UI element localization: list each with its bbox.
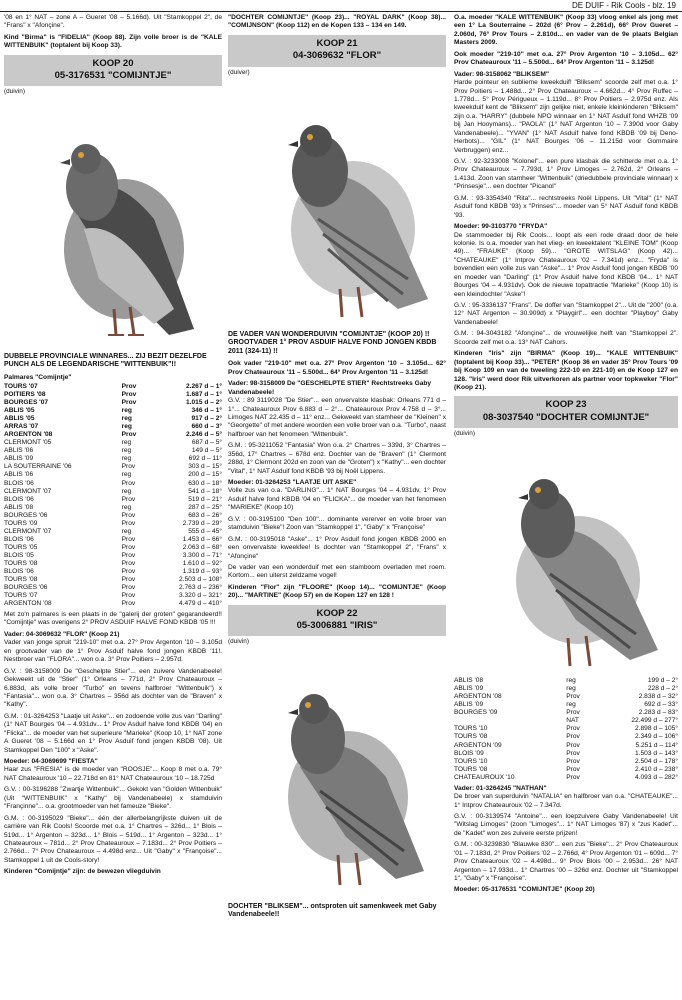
lot-22-box — [228, 605, 446, 637]
column-3 — [454, 14, 678, 1000]
palmares-race: TOURS '10 — [454, 725, 488, 733]
palmares-race: TOURS '08 — [454, 733, 488, 741]
col3-intro: O.a. moeder "KALE WITTENBUIK" (Koop 33) vloog enkel als jong met een 1° La Souterraine – 202d (6° Prov – 2.261d), 66° Prov Gueret – 2.060d, 76° Prov Tours – 2.810d... en vader van de 9e plaats Belgian Masters 2009. — [454, 14, 678, 47]
palmares-table-comijntje — [4, 383, 222, 608]
palmares-cat: Prov — [566, 773, 580, 781]
palmares-val: 200 d – 15° — [188, 471, 222, 479]
col3-moeder-text: De stammoeder bij Rik Cools... loopt als een rode draad door de hele kolonie. Is o.a. moeder van het vlieg- en kweektalent "KLEINE TOM" (Koop 49)... "FRAUKE" (Koop 59)... "GROTE WITSLAG" (Koop 42)... "CHATEAUKE" (1° Intprov Chateauroux '02 – 7.341d) enz... "Fryda" is bovendien een volle zus van "Aske"... 1° Prov Asduif fond jongen KBDB '00 en moeder van "Darling" (1° Prov Asduif halve fond KBDB '04... 1° NAT Bourges '04 – 4.931dv). Ook de nieuwe topattractie "Marieke" (Koop 10) is een kleindochter "Aske"! — [454, 231, 678, 298]
palmares-val: 2.739 d – 29° — [182, 519, 222, 527]
palmares-row — [4, 520, 222, 528]
col1-kind: Kind "Birma" is "FIDELIA" (Koop 88). Zijn volle broer is de "KALE WITTENBUIK" (toptalent bij Koop 33). — [4, 33, 222, 50]
palmares-cat: reg — [121, 527, 132, 535]
palmares-val: 630 d – 18° — [188, 479, 222, 487]
palmares-race: TOURS '09 — [4, 519, 38, 527]
palmares-row — [4, 391, 222, 399]
palmares-val: 2.349 d – 106° — [635, 733, 678, 741]
pigeon-photo-flor — [228, 79, 446, 329]
palmares-cat: Prov — [566, 757, 580, 765]
col3-gv1: G.V. : 92-3233008 "Kolonel"... een pure klasbak die schitterde met o.a. 1° Prov Chateauroux – 7.793d, 1° Prov Limoges – 2.762d, 2° Orleans – 1.413d. Zoon van stamheer "Wittenbuik" (driedubbele provinciale winnaar) x "Prinsesje"... een dochter "Picanol" — [454, 158, 678, 191]
palmares-cat: reg — [121, 415, 132, 423]
palmares-row — [454, 742, 678, 750]
palmares-race: ARGENTON '08 — [454, 693, 502, 701]
palmares-val: 2.504 d – 178° — [635, 757, 678, 765]
lot-23-ring: 08-3037540 "DOCHTER COMIJNTJE" — [482, 411, 650, 423]
palmares-row — [4, 407, 222, 415]
palmares-val: 2.898 d – 105° — [635, 725, 678, 733]
col2-moeder-text: Volle zus van o.a. "DARLING"... 1° NAT Bourges '04 – 4.931dv, 1° Prov Asduif halve fond KBDB '04 en "FLICKA"... de moeder van het fenomeen "MARIEKE" (Koop 10) — [228, 487, 446, 512]
palmares-val: 1.453 d – 66° — [182, 535, 222, 543]
palmares-race: TOURS '08 — [4, 575, 38, 583]
palmares-cat: Prov — [121, 583, 136, 591]
palmares-row — [4, 512, 222, 520]
col3-gm2: G.M. : 94-3043182 "Afonçine"... de vrouwelijke helft van "Stamkoppel 2". Scoorde zelf met o.a. 13° NAT Cahors. — [454, 330, 678, 346]
palmares-title: Palmares "Comijntje" — [4, 373, 72, 381]
lot-23-sex: (duivin) — [454, 430, 475, 438]
palmares-row — [4, 383, 222, 391]
palmares-val: 1.610 d – 92° — [182, 559, 222, 567]
palmares-race: BLOIS '05 — [4, 551, 34, 559]
palmares-val: 287 d – 25° — [188, 503, 222, 511]
col3-vader-head: Vader: 98-3158062 "BLIKSEM" — [454, 70, 549, 78]
col2-kinderen: Kinderen "Flor" zijn "FLOORE" (Koop 14)... "COMIJNTJE" (Koop 20)... "MARTINE" (Koop 57) en de Kopen 127 en 128 ! — [228, 583, 446, 600]
palmares-race: CHATEAUROUX '10 — [454, 773, 515, 781]
palmares-note: Met zo'n palmares is een plaats in de "galerij der groten" gegarandeerd!! "Comijntje" was overigens 2° PROV ASDUIF HALVE FOND KBDB '05 !!! — [4, 611, 222, 627]
col1-footer: Kinderen "Comijntje" zijn: de bewezen vliegduivin — [4, 868, 161, 876]
palmares-val: 149 d – 5° — [191, 447, 222, 455]
col2-closing: De vader van een wonderduif met een stamboom overladen met roem. Kortom... een uiterst zeldzame vogel! — [228, 563, 446, 580]
col3-gm1: G.M. : 93-3354340 "Rita"... rechtstreeks Noël Lippens. Uit "Vital" (1° NAT Asduif fond KBDB '93) x "Prinses"... moeder van 5° NAT Asduif fond KBDB '93. — [454, 194, 678, 219]
palmares-race: ABLIS '09 — [454, 701, 484, 709]
palmares-val: 303 d – 15° — [188, 463, 222, 471]
palmares-row — [454, 758, 678, 766]
page-header — [0, 0, 682, 12]
palmares-cat: reg — [121, 447, 132, 455]
palmares-row — [4, 439, 222, 447]
col1-gm2: G.M. : 00-3195029 "Bieke"... één der allerbelangrijkste duiven uit de carrière van Rik Cools! Scoorde met o.a. 1° Chartres – 326d... 1° Blois – 519d... 1° Argenton – 323d... 1° Blois – 519d... 1° Argenton – 323d... 1° Chateauroux – 781d... 2° Prov Chateauroux – 7.183d... 2° Prov Poitiers – 2.766d... 7° Prov Chateauroux – 4.498d enz... Uit "Gaby" x "Françoise"... Stamkoppel 1 uit de Cools-story! — [4, 814, 222, 864]
palmares-val: 5.251 d – 114° — [635, 741, 678, 749]
palmares-val: 1.319 d – 93° — [182, 567, 222, 575]
palmares-cat: reg — [121, 503, 132, 511]
lot-21-title: KOOP 21 — [316, 37, 358, 49]
palmares-race: POITIERS '08 — [4, 391, 46, 399]
palmares-row — [454, 750, 678, 758]
palmares-row — [4, 480, 222, 488]
lot-20-box — [4, 55, 222, 87]
palmares-race: ARGENTON '08 — [4, 431, 53, 439]
pigeon-image — [228, 649, 446, 901]
lot-22-sex: (duivin) — [228, 638, 249, 646]
palmares-race: TOURS '08 — [454, 765, 488, 773]
lot-23-box — [454, 396, 678, 428]
column-2 — [228, 14, 446, 1000]
palmares-row — [4, 584, 222, 592]
col1-moeder-head: Moeder: 04-3069699 "FIESTA" — [4, 758, 98, 765]
palmares-race: ABLIS '08 — [4, 503, 34, 511]
palmares-cat: Prov — [121, 543, 136, 551]
col3-footer: Moeder: 05-3176531 "COMIJNTJE" (Koop 20) — [454, 886, 595, 894]
col3-kinderen: Kinderen "Iris" zijn "BIRMA" (Koop 19)... "KALE WITTENBUIK" (toptalent bij Koop 33)... "PETER" (Koop 36 en vader 35° Prov Tours '09 bij Koop 109 en van de tweeling 222-10 en 221-10) en de Koop 127 en 128. "Iris" werd door Rik uitverkoren als partner voor topkweker "Flor" (Koop 21). — [454, 350, 678, 391]
palmares-race: CLERMONT '07 — [4, 527, 52, 535]
palmares-val: 1.503 d – 143° — [635, 749, 678, 757]
lot-22-caption: DOCHTER "BLIKSEM"... ontsproten uit samenkweek met Gaby Vandenabeele!! — [228, 902, 437, 919]
palmares-row — [4, 471, 222, 479]
palmares-race: BLOIS '06 — [4, 479, 34, 487]
palmares-row — [4, 488, 222, 496]
pigeon-photo-iris — [228, 649, 446, 901]
col1-vader-text: Vader van jonge spruit "219-10" met o.a. 27° Prov Argenton '10 – 3.105d en grootvader van de 1° Prov Asduif halve fond jongen KBDB '11!. Nestbroer van "FLORA"... won o.a. 3° Prov Poitiers – 2.957d. — [4, 639, 222, 664]
palmares-cat: Prov — [121, 591, 136, 599]
lot-20-sex: (duivin) — [4, 88, 25, 96]
palmares-cat: reg — [121, 455, 132, 463]
palmares-val: 692 d – 33° — [644, 701, 678, 709]
col3-ook-moeder: Ook moeder "219-10" met o.a. 27° Prov Argenton '10 – 3.105d... 62° Prov Chateauroux '11 – 5.500d... 64° Prov Argenton '11 – 3.125d! — [454, 50, 678, 67]
lot-22-title: KOOP 22 — [316, 607, 358, 619]
palmares-cat: Prov — [121, 495, 136, 503]
palmares-row — [4, 552, 222, 560]
lot-22-ring: 05-3006881 "IRIS" — [296, 620, 378, 632]
pigeon-photo-comijntje — [4, 99, 222, 351]
lot-21-ring: 04-3069632 "FLOR" — [292, 50, 382, 62]
palmares-row — [4, 415, 222, 423]
palmares-race: TOURS '05 — [4, 543, 38, 551]
palmares-val: 687 d – 5° — [191, 439, 222, 447]
palmares-val: 3.320 d – 321° — [179, 591, 222, 599]
col1-gm1: G.M. : 01-3264253 "Laatje uit Aske"... en zodoende volle zus van "Darling" (1° NAT Bourges '04 – 4.931dv... 1° Prov Asduif halve fond KBDB '04) en "Flicka"... de moeder van het superieure "Marieke" (Koop 10, 1° NAT zone A Gueret '08 – 5.166d en 1° Prov Asduif fond jongen KBDB '08). Uit Stamkoppel Den "100" x "Aske". — [4, 712, 222, 754]
palmares-val: 2.838 d – 32° — [638, 693, 678, 701]
palmares-cat: Prov — [566, 749, 580, 757]
palmares-cat: Prov — [121, 383, 137, 391]
palmares-race: CLERMONT '05 — [4, 439, 52, 447]
col1-moeder-text: Haar zus "FRESIA" is de moeder van "ROOSJE"... Koop 8 met o.a. 79° NAT Chateauroux '10 – 22.718d en 81° NAT Chateauroux '10 – 18.725d — [4, 766, 222, 782]
palmares-row — [4, 496, 222, 504]
palmares-val: 228 d – 2° — [647, 685, 678, 693]
palmares-cat: Prov — [566, 725, 580, 733]
palmares-row — [4, 592, 222, 600]
palmares-cat: reg — [121, 439, 132, 447]
col3-moeder-head: Moeder: 99-3103770 "FRYDA" — [454, 223, 548, 231]
palmares-val: 3.300 d – 71° — [182, 551, 222, 559]
header-text: DE DUIF - Rik Cools - blz. 19 — [571, 1, 676, 10]
palmares-cat: Prov — [566, 733, 580, 741]
palmares-row — [4, 504, 222, 512]
palmares-race: BLOIS '06 — [4, 495, 34, 503]
palmares-row — [454, 677, 678, 685]
palmares-cat: Prov — [121, 575, 136, 583]
palmares-race: TOURS '07 — [4, 591, 38, 599]
col3-vader-text2: De broer van superduivin "NATALIA" en halfbroer van o.a. "CHATEAUKE"... 1° Intprov Chateauroux '02 – 7.347d. — [454, 793, 678, 809]
palmares-row — [454, 774, 678, 782]
col2-gm2: G.M. : 00-3195018 "Aske"... 1° Prov Asduif fond jongen KBDB 2000 en een onvervalste kweekfee! Is dochter van "Stamkoppel 2", "Frans" x "Afonçine" — [228, 535, 446, 560]
palmares-race: BLOIS '06 — [4, 567, 34, 575]
palmares-val: 917 d – 2° — [191, 415, 222, 423]
palmares-val: 541 d – 18° — [188, 487, 222, 495]
palmares-row — [4, 560, 222, 568]
palmares-cat: reg — [121, 487, 132, 495]
col3-vader-head2: Vader: 01-3264245 "NATHAN" — [454, 784, 547, 792]
palmares-race: ABLIS '05 — [4, 415, 35, 423]
palmares-row — [4, 568, 222, 576]
palmares-row — [4, 431, 222, 439]
palmares-cat: Prov — [566, 765, 580, 773]
palmares-cat: reg — [121, 423, 132, 431]
palmares-race: BOURGES '09 — [454, 709, 498, 717]
palmares-cat: Prov — [121, 463, 136, 471]
column-1 — [4, 14, 222, 1000]
palmares-val: 346 d – 1° — [191, 407, 222, 415]
palmares-row — [4, 544, 222, 552]
palmares-race: ABLIS '06 — [4, 471, 34, 479]
col2-gm1: G.M. : 95-3211052 "Fantasia" Won o.a. 2° Chartres – 339d, 3° Chartres – 356d, 17° Chartres – 678d enz. Dochter van de "Braven" (1° Clermont 288d, 1° Clermont 202d en zoon van de "Groten") x "Kathy"... een dochter "Vital", 1° NAT Asduif fond KBDB '93 bij Noël Lippens. — [228, 442, 446, 475]
palmares-race — [454, 717, 566, 725]
col1-intro: '08 en 1° NAT – zone A – Gueret '08 – 5.166d). Uit "Stamkoppel 2", de "Frans" x "Afonçine". — [4, 14, 222, 30]
palmares-row — [4, 399, 222, 407]
palmares-row — [4, 536, 222, 544]
palmares-race: TOURS '07 — [4, 383, 38, 391]
lot-20-title: KOOP 20 — [92, 57, 134, 69]
palmares-cat: reg — [566, 677, 576, 685]
lot-21-box — [228, 35, 446, 67]
palmares-row — [454, 733, 678, 741]
palmares-cat: Prov — [121, 399, 137, 407]
col2-ook-vader: Ook vader "219-10" met o.a. 27° Prov Argenton '10 – 3.105d... 62° Prov Chateauroux '11 – 5.500d... 64° Prov Argenton '11 – 3.125d! — [228, 360, 446, 376]
lot-20-caption: DUBBELE PROVINCIALE WINNARES... ZIJ BEZIT DEZELFDE PUNCH ALS DE LEGENDARISCHE "WITTENBUIK"!! — [4, 352, 207, 369]
palmares-race: CLERMONT '07 — [4, 487, 52, 495]
palmares-race: ABLIS '08 — [454, 677, 484, 685]
palmares-table-dochter — [454, 677, 678, 781]
col2-intro: "DOCHTER COMIJNTJE" (Koop 23)... "ROYAL DARK" (Koop 38)... "COMIJNSON" (Koop 112) en de Kopen 133 – 134 en 149. — [228, 14, 446, 30]
palmares-row — [4, 528, 222, 536]
palmares-val: 519 d – 21° — [188, 495, 222, 503]
palmares-cat: Prov — [121, 535, 136, 543]
palmares-cat: reg — [121, 471, 132, 479]
col1-gv1: G.V. : 98-3158009 De "Geschelpte Stier"... een zuivere Vandenabeele! Gekweekt uit de "Stier" (1° Orleans – 771d, 2° Prov Chateauroux – 6.883d, als volle broer "Turbo" en tevens halfbroer "Wittenbuik") x "Fantasia"... won o.a. 3° Chartres – 356d als dochter van de "Braven" x "Kathy". — [4, 667, 222, 709]
palmares-cat: Prov — [121, 559, 136, 567]
col3-vader-text: Harde pointeur en sublieme kweekduif! "Bliksem" scoorde zelf met o.a. 1° Prov Poitiers – 1.488d... 2° Prov Chateauroux – 4.662d... 4° Prov Ruffec – 1.778d... 5° Prov Périgueux – 1.119d... 8° Prov Poitiers – 2.975d enz. Als kweekduif kent de "Bliksem" zijn gelijke niet, enkele kleinkinderen "Bliksem" zijn o.a. "HARRY" (dubbele NPO winnaar en 1° NAT Asduif fond WHZB '09 bij Jan Hooymans)... "PAOLA" (1° NAT Argenton '10 – 7.390d voor Gaby Vandenabeele)... "YVAN" (1° NAT Asduif halve fond KBDB '09 bij Deno-Herbots)... "GIL" (1° NAT Bourges '06 – 11.215d voor Gommaire Verbruggen) enz... — [454, 79, 678, 154]
palmares-val: 4.093 d – 282° — [635, 773, 678, 781]
palmares-val: 1.687 d – 1° — [186, 391, 222, 399]
pigeon-photo-dochter-comijntje — [454, 440, 678, 676]
palmares-cat: reg — [566, 685, 576, 693]
palmares-race: ARRAS '07 — [4, 423, 39, 431]
pigeon-image — [454, 440, 678, 676]
col2-vader-head: Vader: 98-3158009 De "GESCHELPTE STIER" Rechtstreeks Gaby Vandenabeele! — [228, 380, 432, 396]
palmares-val: 22.499 d – 277° — [631, 717, 678, 725]
lot-20-ring: 05-3176531 "COMIJNTJE" — [54, 70, 172, 82]
palmares-race: ARGENTON '09 — [454, 741, 502, 749]
palmares-race: BLOIS '06 — [4, 535, 34, 543]
lot-21-sex: (duiver) — [228, 68, 250, 76]
palmares-val: 2.267 d – 1° — [186, 383, 222, 391]
lot-21-caption: DE VADER VAN WONDERDUIVIN "COMIJNTJE" (KOOP 20) !! GROOTVADER 1° PROV ASDUIF HALVE FOND JONGEN KBDB 2011 (324-11) !! — [228, 330, 437, 355]
palmares-row — [4, 600, 222, 608]
palmares-row — [454, 766, 678, 774]
palmares-val: 692 d – 11° — [188, 455, 222, 463]
palmares-cat: Prov — [121, 511, 136, 519]
palmares-cat: Prov — [566, 709, 580, 717]
palmares-row — [4, 576, 222, 584]
palmares-val: 555 d – 45° — [188, 527, 222, 535]
palmares-val: 2.283 d – 83° — [638, 709, 678, 717]
palmares-val: 2.410 d – 238° — [635, 765, 678, 773]
pigeon-image — [4, 99, 222, 351]
palmares-cat: NAT — [566, 717, 579, 725]
palmares-race: BLOIS '09 — [454, 749, 484, 757]
palmares-race: BOURGES '07 — [4, 399, 49, 407]
col1-vader-head: Vader: 04-3069632 "FLOR" (Koop 21) — [4, 630, 120, 638]
palmares-val: 2.246 d – 5° — [186, 431, 222, 439]
palmares-race: LA SOUTERRAINE '06 — [4, 463, 72, 471]
palmares-cat: reg — [566, 701, 576, 709]
col2-gv2: G.V. : 00-3195100 "Den 100"... dominante vererver en volle broer van stamduivin "Bieke"! Zoon van "Stamkoppel 1", "Gaby" x "Françoise" — [228, 515, 446, 532]
palmares-cat: Prov — [566, 741, 580, 749]
col3-gv2: G.V. : 95-3336137 "Frans". De doffer van "Stamkoppel 2"... Uit de "200" (o.a. 12° NAT Argenton – 30.909d) x "Playgirl"... een dochter "Playboy" Gaby Vandenabeele! — [454, 302, 678, 326]
palmares-val: 199 d – 2° — [647, 677, 678, 685]
palmares-race: BOURGES '06 — [4, 511, 48, 519]
palmares-cat: reg — [121, 407, 132, 415]
col2-moeder-head: Moeder: 01-3264253 "LAATJE UIT ASKE" — [228, 479, 357, 487]
palmares-val: 4.479 d – 410° — [179, 599, 222, 607]
palmares-cat: Prov — [121, 519, 136, 527]
lot-23-title: KOOP 23 — [545, 399, 587, 411]
palmares-cat: Prov — [121, 599, 136, 607]
palmares-cat: Prov — [121, 431, 137, 439]
palmares-race: TOURS '08 — [4, 559, 38, 567]
palmares-race: ABLIS '09 — [4, 455, 34, 463]
palmares-race: ABLIS '05 — [4, 407, 35, 415]
palmares-val: 2.763 d – 236° — [179, 583, 222, 591]
palmares-val: 1.015 d – 2° — [186, 399, 222, 407]
palmares-race: TOURS '10 — [454, 757, 488, 765]
palmares-cat: Prov — [121, 551, 136, 559]
col1-gv2: G.V. : 00-3196288 "Zwartje Wittenbuik"... Gekokt van "Golden Wittenbuik" (Uit "WITTENBUIK" x "Kathy" bij Vandenabeele) x stamduivin "Françinne"... o.a. grootmoeder van het fameuze "Bieke". — [4, 786, 222, 811]
palmares-val: 2.063 d – 68° — [182, 543, 222, 551]
palmares-cat: Prov — [121, 567, 136, 575]
col2-gv1: G.V. : 89 3119028 "De Stier"... een onvervalste klasbak: Orleans 771 d – 1°... Chateauroux Prov 6.883 d – 2°... Chateauroux Prov 4.758 d – 3°... Limoges NAT 22.435 d – 11° enz... Gekweekt van stamheer de "Kleinen" x "Georgette" of met andere woorden een volle broer van o.a. "Turbo", naast halfbroer van het fenomeen "Wittenbuik". — [228, 397, 446, 438]
col3-gm3: G.M. : 00-3239830 "Blauwke 830"... een zus "Bieke"... 2° Prov Chateauroux '01 – 7.183d, 2° Prov Poitiers '02 – 2.766d, 4° Prov Argenton '01 – 609d... 7° Prov Chateauroux '02 – 4.498d... 9° Prov Blois '00 – 2.953d... 26° NAT Argenton – 17.933d... 1° Chartres '00 – 326d enz. Dochter uit "Stamkoppel 1", "Gaby" x "Françoise". — [454, 841, 678, 883]
palmares-val: 2.503 d – 108° — [179, 575, 222, 583]
palmares-cat: Prov — [121, 479, 136, 487]
palmares-race: BOURGES '06 — [4, 583, 48, 591]
col3-gv3: G.V. : 00-3139574 "Antoine"... een loepzuivere Gaby Vandenabeele! Uit "Witslag Limoges" (zoon "Limoges"... 1° NAT Limoges '87) x "zus Kadet"... de "Kadet" won zes zuivere eerste prijzen! — [454, 812, 678, 837]
palmares-race: ABLIS '06 — [4, 447, 34, 455]
palmares-cat: Prov — [121, 391, 137, 399]
header-rule — [0, 11, 682, 12]
palmares-race: ARGENTON '08 — [4, 599, 52, 607]
palmares-val: 660 d – 3° — [191, 423, 222, 431]
pigeon-image — [228, 79, 446, 329]
palmares-val: 683 d – 26° — [188, 511, 222, 519]
palmares-race: ABLIS '09 — [454, 685, 484, 693]
palmares-cat: Prov — [566, 693, 580, 701]
